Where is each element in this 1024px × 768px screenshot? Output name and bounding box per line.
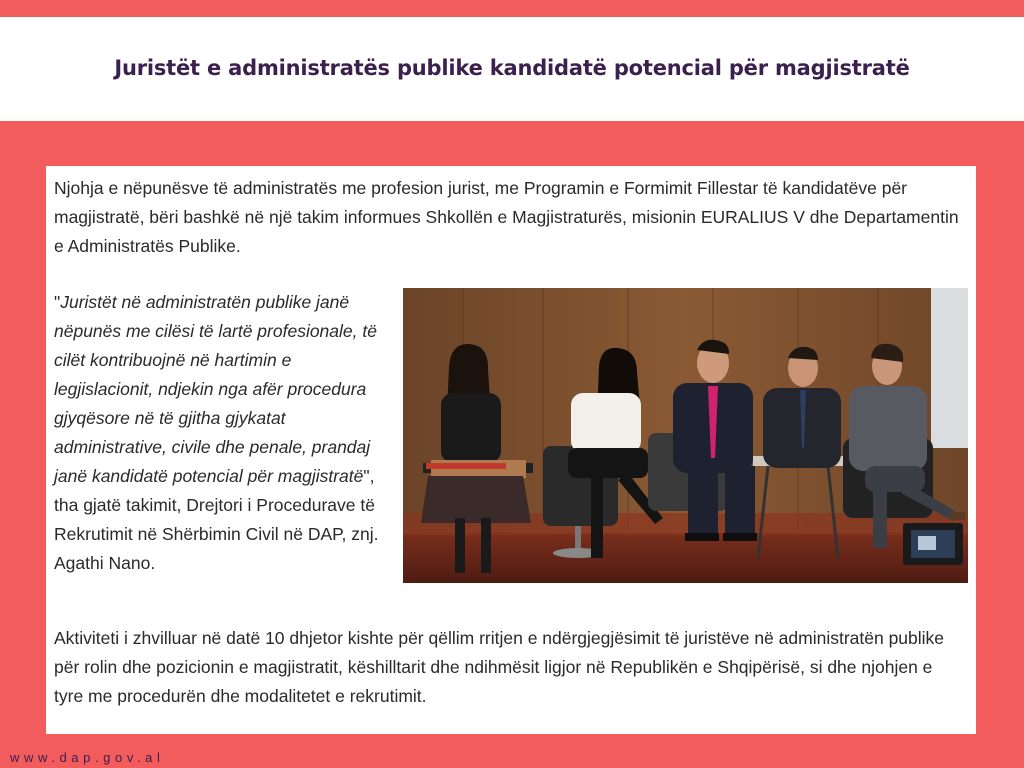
- closing-paragraph: Aktiviteti i zhvilluar në datë 10 dhjetor kishte për qëllim rritjen e ndërgjegjësimit të juristëve në administratën publike për rolin dhe pozicionin e magjistratit, këshilltarit dhe ndihmësit ligjor në Republikën e Shqipërisë, si dhe njohjen e tyre me procedurën dhe modalitetet e rekrutimit.: [54, 628, 945, 706]
- page-title: Juristët e administratës publike kandidatë potencial për magjistratë: [114, 56, 910, 80]
- quote-text: Juristët në administratën publike janë nëpunës me cilësi të lartë profesionale, të cilët kontribuojnë në hartimin e legjislacionit, ndjekin nga afër procedura gjyqësore në të gjitha gjykatat administrative, civile dhe penale, prandaj janë kandidatë potencial për magjistratë: [54, 292, 377, 486]
- panel-discussion-photo: [403, 288, 968, 583]
- footer-website-link[interactable]: www.dap.gov.al: [10, 750, 165, 765]
- article-card: [46, 166, 976, 734]
- quote-attribution: ", tha gjatë takimit, Drejtori i Procedurave të Rekrutimit në Shërbimin Civil në DAP, znj. Agathi Nano.: [54, 466, 379, 573]
- quote-open-mark: ": [54, 292, 61, 312]
- intro-paragraph: Njohja e nëpunësve të administratës me profesion jurist, me Programin e Formimit Fillestar të kandidatëve për magjistratë, bëri bashkë në një takim informues Shkollën e Magjistraturës, misionin EURALIUS V dhe Departamentin e Administratës Publike.: [54, 178, 959, 256]
- quote-paragraph: [54, 288, 394, 578]
